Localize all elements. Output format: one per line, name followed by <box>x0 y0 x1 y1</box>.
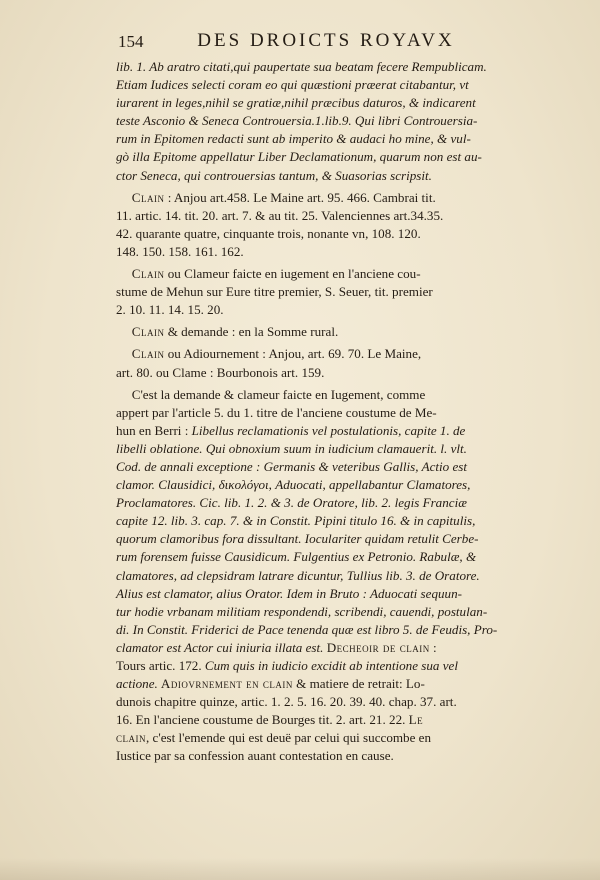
paragraph-latin-citation <box>116 58 504 185</box>
text-line: Proclamatores. Cic. lib. 1. 2. & 3. de Oratore, lib. 2. legis Franciæ <box>116 495 467 511</box>
text-line: 11. artic. 14. tit. 20. art. 7. & au tit. 25. Valenciennes art.34.35. <box>116 207 444 223</box>
entry-head: clain <box>116 730 146 746</box>
entry-head: Clain <box>131 266 165 282</box>
paragraph-clain-anjou <box>116 189 504 261</box>
paragraph-demande-clameur <box>116 386 504 766</box>
text-line: Cum quis in iudicio excidit ab intentione sua vel <box>204 658 459 673</box>
text-line: gò illa Epitome appellatur Liber Declamationum, quarum non est au- <box>116 149 482 165</box>
entry-head: Clain <box>131 189 165 205</box>
entry-head: Clain <box>131 346 165 362</box>
text-line: appert par l'article 5. du 1. titre de l'anciene coustume de Me- <box>116 404 437 420</box>
text-line: Alius est clamator, alius Orator. Idem in Bruto : Aduocati sequun- <box>116 585 462 601</box>
page-number: 154 <box>118 32 144 51</box>
text-line: clamatores, ad clepsidram latrare dicuntur, Tullius lib. 3. de Oratore. <box>116 567 480 583</box>
text-line: hun en Berri : <box>116 422 192 438</box>
text-line: art. 80. ou Clame : Bourbonois art. 159. <box>116 364 325 380</box>
text-line: libelli oblatione. Qui obnoxium suum in iudicium clamauerit. l. vlt. <box>116 440 467 456</box>
text-line: Iustice par sa confession auant contestation en cause. <box>116 748 394 764</box>
text-line: tur hodie vrbanam militiam respondendi, scribendi, cauendi, postulan- <box>116 603 488 619</box>
text-line: Tours artic. 172. <box>116 658 205 673</box>
text-line: actione. <box>116 676 158 692</box>
text-line: quorum clamoribus fora dissultant. Ioculariter quidam retulit Cerbe- <box>116 531 479 547</box>
text-line: C'est la demande & clameur faicte en Iugement, comme <box>131 386 426 402</box>
text-line: & matiere de retrait: Lo- <box>292 676 425 692</box>
running-head: DES DROICTS ROYAVX <box>197 30 455 51</box>
text-line: lib. 1. Ab aratro citati,qui paupertate sua beatam fecere Rempublicam. <box>116 59 487 74</box>
text-line: : Anjou art.458. Le Maine art. 95. 466. Cambrai tit. <box>164 189 436 205</box>
text-line: : <box>429 639 437 655</box>
text-line: ou Clameur faicte en iugement en l'anciene cou- <box>164 266 421 282</box>
text-line: Libellus reclamationis vel postulationis, capite 1. de <box>191 422 466 438</box>
paragraph-clain-demande <box>116 323 504 341</box>
text-line: teste Asconio & Seneca Controuersia.1.lib.9. Qui libri Controuersia- <box>116 113 478 129</box>
text-line: 16. En l'anciene coustume de Bourges tit. 2. art. 21. 22. <box>116 712 409 728</box>
text-line: & demande : en la Somme rural. <box>164 324 339 340</box>
text-line: di. In Constit. Friderici de Pace tenenda quæ est libro 5. de Feudis, Pro- <box>116 621 498 637</box>
page-header <box>118 30 500 54</box>
text-line: Etiam Iudices selecti coram eo qui quæstioni præerat citabantur, vt <box>116 77 469 93</box>
entry-head: Clain <box>131 324 165 340</box>
text-line: Cod. de annali exceptione : Germanis & veteribus Gallis, Actio est <box>116 458 468 474</box>
text-line: clamator est Actor cui iniuria illata est. <box>116 639 327 655</box>
text-line: capite 12. lib. 3. cap. 7. & in Constit. Pipini titulo 16. & in capitulis, <box>116 513 476 529</box>
text-line: 148. 150. 158. 161. 162. <box>116 243 244 259</box>
text-line: clamor. Clausidici, δικολόγοι, Aduocati, appellabantur Clamatores, <box>116 477 471 493</box>
text-line: stume de Mehun sur Eure titre premier, S. Seuer, tit. premier <box>116 284 433 300</box>
text-line: 42. quarante quatre, cinquante trois, nonante vn, 108. 120. <box>116 225 421 241</box>
text-line: rum forensem fuisse Causidicum. Fulgentius ex Petronio. Rabulæ, & <box>116 549 477 565</box>
paragraph-clain-clameur <box>116 265 504 319</box>
entry-head: Decheoir de clain <box>326 639 430 655</box>
entry-head: Adiovrnement en clain <box>157 676 293 692</box>
text-line: ctor Seneca, qui controuersias tantum, & Suasorias scripsit. <box>116 167 432 183</box>
text-line: rum in Epitomen redacti sunt ab imperito & audaci ho mine, & vul- <box>116 131 471 147</box>
paragraph-clain-adiournement <box>116 345 504 381</box>
text-line: , c'est l'emende qui est deuë par celui qui succombe en <box>146 730 432 746</box>
text-line: ou Adiournement : Anjou, art. 69. 70. Le Maine, <box>164 346 422 362</box>
entry-head: Le <box>408 712 424 728</box>
text-line: dunois chapitre quinze, artic. 1. 2. 5. 16. 20. 39. 40. chap. 37. art. <box>116 694 457 710</box>
text-line: iurarent in leges,nihil se gratiæ,nihil præcibus daturos, & indicarent <box>116 95 476 111</box>
text-block <box>116 58 504 766</box>
text-line: 2. 10. 11. 14. 15. 20. <box>116 302 224 318</box>
